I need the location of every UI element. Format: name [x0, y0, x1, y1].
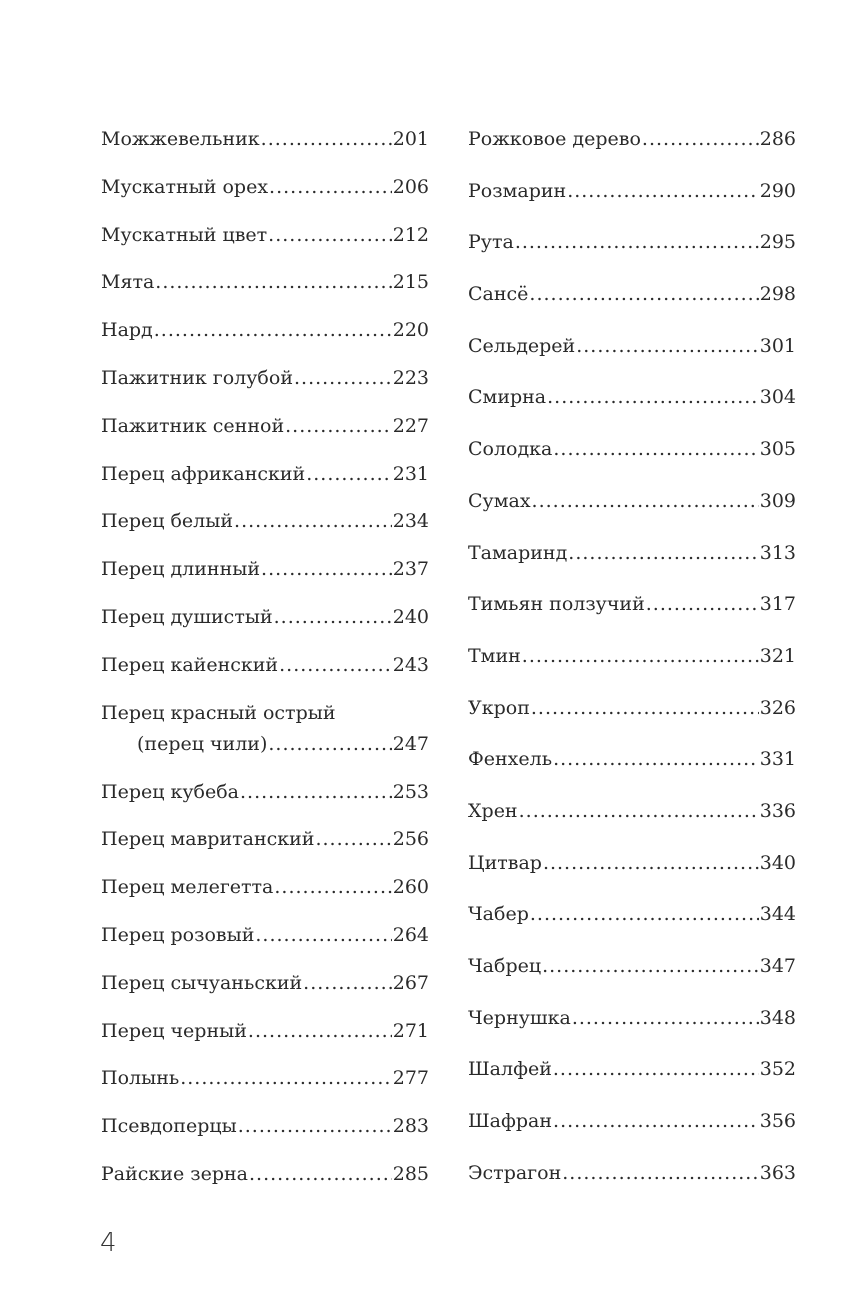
toc-entry-page: 340 — [759, 851, 796, 874]
toc-entry[interactable] — [468, 697, 796, 749]
toc-entry[interactable] — [468, 1007, 796, 1059]
dot-leader — [530, 903, 759, 926]
toc-entry-title: Чернушка — [468, 1006, 571, 1029]
toc-entry-title: Псевдоперцы — [101, 1115, 237, 1138]
dot-leader — [646, 593, 759, 616]
toc-entry-page: 290 — [759, 179, 796, 202]
toc-entry-title: Фенхель — [468, 748, 553, 771]
dot-leader — [542, 955, 759, 978]
toc-entry[interactable] — [468, 386, 796, 438]
toc-entry-title: Чабрец — [468, 955, 542, 977]
dot-leader — [642, 128, 759, 151]
dot-leader — [274, 606, 392, 629]
dot-leader — [568, 542, 758, 565]
dot-leader — [515, 231, 759, 254]
toc-entry-title: Солодка — [468, 438, 553, 461]
toc-entry[interactable] — [468, 542, 796, 594]
toc-entry[interactable] — [468, 180, 796, 232]
toc-entry-page: 256 — [392, 828, 429, 851]
toc-entry[interactable] — [468, 800, 796, 852]
dot-leader — [547, 386, 759, 409]
dot-leader — [532, 490, 759, 513]
toc-entry-page: 253 — [392, 780, 429, 803]
dot-leader — [234, 510, 392, 533]
toc-entry[interactable] — [101, 1020, 429, 1068]
toc-entry-title: Мята — [101, 271, 155, 294]
toc-entry-title: Перец черный — [101, 1019, 247, 1042]
dot-leader — [268, 224, 392, 247]
toc-entry-title: Пажитник сенной — [101, 414, 285, 437]
toc-entry[interactable] — [468, 645, 796, 697]
toc-entry[interactable] — [468, 955, 796, 1007]
toc-entry[interactable] — [101, 271, 429, 319]
dot-leader — [255, 924, 391, 947]
toc-entry-title: Нард — [101, 319, 153, 342]
toc-right-column — [468, 128, 796, 1213]
toc-entry-page: 356 — [759, 1110, 796, 1133]
toc-entry[interactable] — [101, 319, 429, 367]
toc-entry[interactable] — [468, 852, 796, 904]
toc-entry-title: Тмин — [468, 644, 521, 667]
toc-entry-title: Эстрагон — [468, 1161, 562, 1184]
toc-entry-title: Перец сычуаньский — [101, 971, 303, 994]
toc-entry[interactable] — [101, 876, 429, 924]
toc-entry[interactable] — [101, 510, 429, 558]
toc-entry-title: Рожковое дерево — [468, 128, 641, 150]
toc-entry-page: 298 — [759, 283, 796, 306]
toc-entry-title: Перец розовый — [101, 923, 255, 946]
dot-leader — [268, 733, 391, 756]
toc-entry-title: Шалфей — [468, 1058, 552, 1081]
toc-entry-title: Тамаринд — [468, 541, 568, 564]
toc-entry-title: Перец африканский — [101, 462, 306, 485]
toc-entry-page: 260 — [392, 876, 429, 899]
toc-entry-title: Укроп — [468, 696, 530, 719]
toc-entry-page: 317 — [759, 593, 796, 616]
toc-entry-page: 347 — [759, 955, 796, 977]
toc-entry[interactable] — [101, 924, 429, 972]
dot-leader — [529, 283, 758, 306]
toc-entry-title-continued: (перец чили) — [137, 732, 268, 755]
toc-entry-title: Сумах — [468, 489, 531, 512]
dot-leader — [519, 800, 759, 823]
toc-entry[interactable] — [101, 558, 429, 606]
dot-leader — [154, 319, 392, 342]
toc-entry-page: 220 — [392, 319, 429, 342]
toc-entry-page: 309 — [759, 489, 796, 512]
toc-entry-title: Перец мавританский — [101, 828, 315, 851]
toc-entry-title: Перец красный острый — [101, 701, 336, 724]
toc-entry-title: Мускатный орех — [101, 175, 269, 198]
dot-leader — [553, 438, 758, 461]
toc-entry-title: Тимьян ползучий — [468, 593, 645, 616]
toc-entry-page: 206 — [392, 175, 429, 198]
toc-entry[interactable] — [101, 781, 429, 829]
toc-entry-title: Перец мелегетта — [101, 876, 274, 899]
toc-entry[interactable] — [468, 1110, 796, 1162]
dot-leader — [248, 1020, 392, 1043]
toc-entry-page: 301 — [759, 334, 796, 357]
toc-entry-title: Можжевельник — [101, 128, 260, 150]
toc-entry-page: 286 — [759, 128, 796, 150]
page-number: 4 — [100, 1228, 117, 1258]
toc-entry[interactable] — [101, 415, 429, 463]
toc-entry-page: 231 — [392, 462, 429, 485]
toc-left-column — [101, 128, 429, 1211]
toc-entry-title: Рута — [468, 231, 514, 254]
toc-entry-page: 348 — [759, 1006, 796, 1029]
toc-entry-title: Перец белый — [101, 510, 234, 533]
toc-entry[interactable] — [468, 335, 796, 387]
toc-entry[interactable] — [468, 231, 796, 283]
dot-leader — [269, 176, 392, 199]
dot-leader — [531, 697, 759, 720]
toc-entry-page: 331 — [759, 748, 796, 771]
toc-entry-page: 247 — [392, 732, 429, 755]
toc-entry-title: Хрен — [468, 799, 518, 822]
toc-entry-title: Полынь — [101, 1067, 180, 1090]
dot-leader — [261, 558, 392, 581]
dot-leader — [562, 1162, 758, 1185]
dot-leader — [553, 748, 759, 771]
toc-entry-page: 237 — [392, 558, 429, 581]
dot-leader — [303, 972, 392, 995]
toc-entry-page: 234 — [392, 510, 429, 533]
toc-entry-page: 243 — [392, 653, 429, 676]
toc-entry-title: Шафран — [468, 1110, 553, 1133]
toc-entry[interactable] — [101, 654, 429, 702]
dot-leader — [522, 645, 759, 668]
toc-entry-page: 201 — [392, 128, 429, 150]
toc-entry[interactable] — [468, 1162, 796, 1214]
dot-leader — [306, 463, 392, 486]
toc-entry-title: Перец душистый — [101, 605, 273, 628]
toc-entry-title: Мускатный цвет — [101, 223, 268, 246]
toc-entry[interactable] — [468, 593, 796, 645]
toc-entry-title: Сансё — [468, 283, 529, 306]
toc-entry[interactable] — [101, 463, 429, 511]
toc-entry[interactable] — [468, 903, 796, 955]
dot-leader — [543, 852, 759, 875]
toc-entry-page: 227 — [392, 414, 429, 437]
dot-leader — [279, 654, 392, 677]
toc-entry-page: 313 — [759, 541, 796, 564]
toc-entry-page: 305 — [759, 438, 796, 461]
dot-leader — [294, 367, 392, 390]
toc-entry[interactable] — [468, 128, 796, 180]
toc-entry-page: 277 — [392, 1067, 429, 1090]
toc-entry-title: Цитвар — [468, 851, 542, 874]
toc-entry-title: Перец длинный — [101, 558, 261, 581]
toc-entry[interactable] — [101, 972, 429, 1020]
dot-leader — [249, 1163, 392, 1186]
toc-entry[interactable] — [101, 1067, 429, 1115]
toc-entry[interactable] — [468, 438, 796, 490]
dot-leader — [553, 1110, 759, 1133]
toc-entry[interactable] — [468, 490, 796, 542]
toc-entry[interactable] — [101, 606, 429, 654]
toc-entry[interactable] — [101, 224, 429, 272]
toc-entry-title: Розмарин — [468, 179, 567, 202]
toc-entry[interactable] — [101, 702, 429, 781]
dot-leader — [315, 828, 391, 851]
toc-entry[interactable] — [101, 1115, 429, 1163]
toc-entry-page: 283 — [392, 1115, 429, 1138]
toc-entry-title: Сельдерей — [468, 334, 576, 357]
dot-leader — [274, 876, 391, 899]
dot-leader — [576, 335, 759, 358]
toc-entry[interactable] — [468, 1058, 796, 1110]
toc-entry[interactable] — [468, 748, 796, 800]
dot-leader — [238, 1115, 392, 1138]
toc-entry-title: Чабер — [468, 903, 529, 926]
toc-entry-page: 326 — [759, 696, 796, 719]
dot-leader — [572, 1007, 759, 1030]
toc-entry-page: 267 — [392, 971, 429, 994]
toc-entry-title: Перец кубеба — [101, 780, 239, 803]
toc-entry[interactable] — [101, 367, 429, 415]
dot-leader — [155, 271, 391, 294]
toc-entry[interactable] — [101, 828, 429, 876]
toc-entry-page: 240 — [392, 605, 429, 628]
toc-entry-title: Перец кайенский — [101, 653, 279, 676]
toc-entry-page: 264 — [392, 923, 429, 946]
toc-entry-page: 215 — [392, 271, 429, 294]
toc-entry-page: 336 — [759, 799, 796, 822]
toc-entry-page: 223 — [392, 366, 429, 389]
toc-entry-page: 304 — [759, 386, 796, 409]
toc-entry-title: Райские зерна — [101, 1162, 248, 1185]
toc-entry[interactable] — [101, 1163, 429, 1211]
toc-entry-title: Пажитник голубой — [101, 366, 293, 389]
dot-leader — [567, 180, 759, 203]
toc-entry-page: 295 — [759, 231, 796, 254]
dot-leader — [180, 1067, 392, 1090]
toc-entry-page: 212 — [392, 223, 429, 246]
toc-entry[interactable] — [468, 283, 796, 335]
toc-entry-page: 285 — [392, 1162, 429, 1185]
toc-entry-page: 352 — [759, 1058, 796, 1081]
toc-entry-page: 363 — [759, 1161, 796, 1184]
toc-entry[interactable] — [101, 128, 429, 176]
toc-entry-page: 321 — [759, 644, 796, 667]
toc-entry-title: Смирна — [468, 386, 547, 409]
dot-leader — [285, 415, 392, 438]
dot-leader — [553, 1058, 759, 1081]
dot-leader — [261, 128, 392, 151]
toc-entry-page: 271 — [392, 1019, 429, 1042]
toc-entry[interactable] — [101, 176, 429, 224]
dot-leader — [240, 781, 392, 804]
toc-entry-page: 344 — [759, 903, 796, 926]
